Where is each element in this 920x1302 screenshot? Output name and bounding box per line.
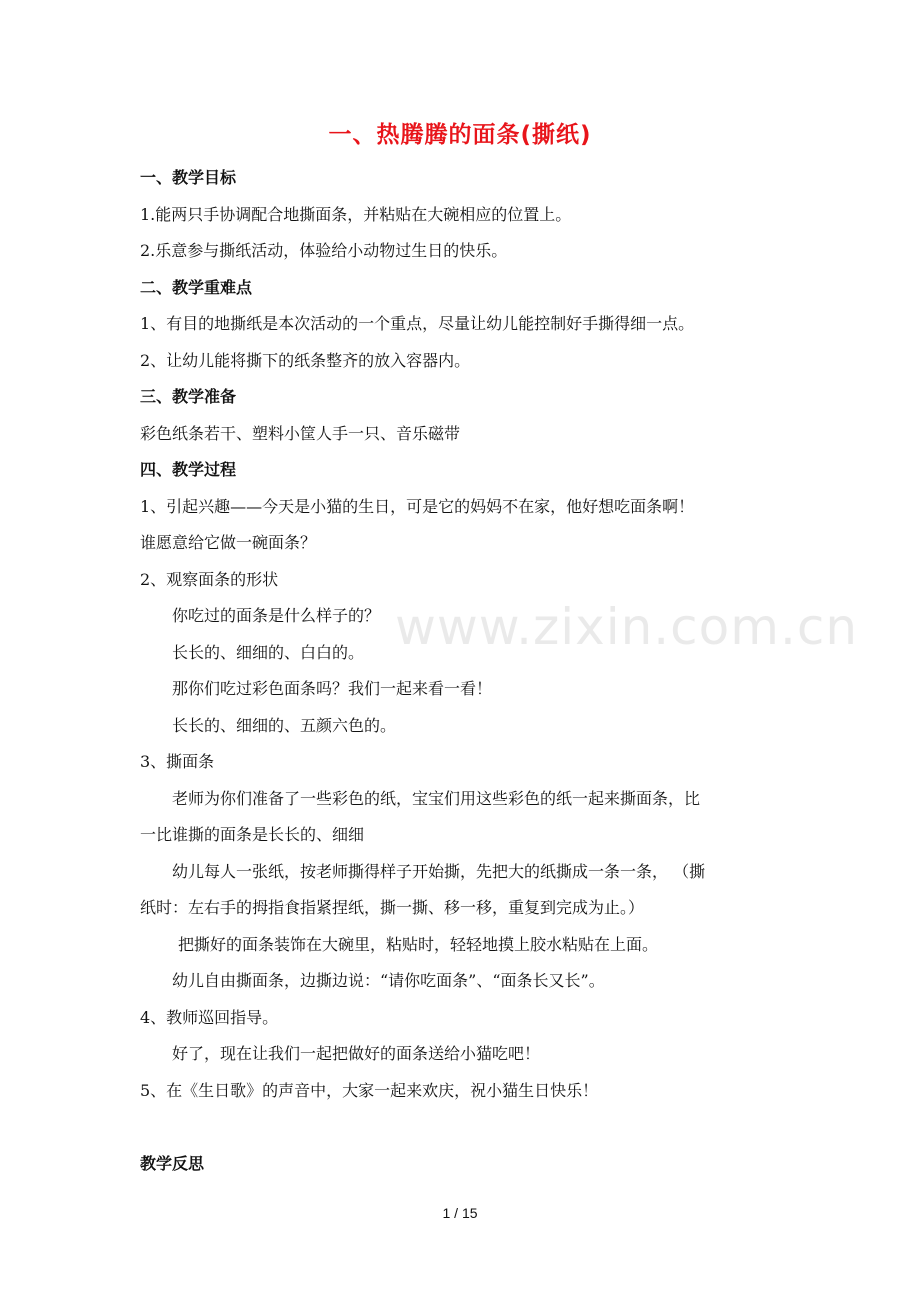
paragraph-line: 3、撕面条: [140, 752, 215, 771]
blank-line: [140, 1109, 790, 1146]
watermark: www.zixin.com.cn: [395, 598, 859, 656]
document-title: 一、热腾腾的面条(撕纸): [328, 122, 592, 148]
paragraph-line: 2、让幼儿能将撕下的纸条整齐的放入容器内。: [140, 350, 471, 370]
paragraph-line: 长长的、细细的、白白的。: [172, 642, 365, 662]
paragraph-line: 1、有目的地撕纸是本次活动的一个重点，尽量让幼儿能控制好手撕得细一点。: [140, 314, 695, 333]
paragraph-line: 那你们吃过彩色面条吗？我们一起来看一看！: [172, 679, 493, 698]
paragraph-line: 4、教师巡回指导。: [140, 1007, 279, 1027]
paragraph-line: 纸时：左右手的拇指食指紧捏纸，撕一撕、移一移，重复到完成为止。）: [140, 898, 645, 917]
section-heading-key-points: 二、教学重难点: [140, 277, 253, 297]
document-body: [140, 160, 790, 1182]
paragraph-line: 5、在《生日歌》的声音中，大家一起来欢庆，祝小猫生日快乐！: [140, 1080, 599, 1100]
paragraph-line: 彩色纸条若干、塑料小筐人手一只、音乐磁带: [140, 423, 461, 443]
section-heading-goals: 一、教学目标: [140, 168, 237, 187]
section-heading-reflection: 教学反思: [140, 1153, 205, 1173]
paragraph-line: 2.乐意参与撕纸活动，体验给小动物过生日的快乐。: [140, 241, 508, 260]
paragraph-line: 2、观察面条的形状: [140, 569, 279, 589]
section-heading-preparation: 三、教学准备: [140, 387, 237, 406]
paragraph-line: 谁愿意给它做一碗面条？: [140, 533, 317, 552]
paragraph-line: 你吃过的面条是什么样子的？: [172, 606, 381, 625]
paragraph-line: 1.能两只手协调配合地撕面条，并粘贴在大碗相应的位置上。: [140, 204, 572, 224]
paragraph-line: 幼儿每人一张纸，按老师撕得样子开始撕，先把大的纸撕成一条一条， （撕: [172, 861, 706, 881]
paragraph-line: 好了，现在让我们一起把做好的面条送给小猫吃吧！: [172, 1044, 541, 1063]
paragraph-line: 1、引起兴趣——今天是小猫的生日，可是它的妈妈不在家，他好想吃面条啊！: [140, 496, 695, 516]
paragraph-line: 幼儿自由撕面条，边撕边说：“请你吃面条”、“面条长又长”。: [172, 971, 605, 990]
page-number: 1 / 15: [442, 1205, 478, 1221]
paragraph-line: 一比谁撕的面条是长长的、细细: [140, 825, 365, 844]
paragraph-line: 把撕好的面条装饰在大碗里，粘贴时，轻轻地摸上胶水粘贴在上面。: [178, 934, 659, 954]
paragraph-line: 老师为你们准备了一些彩色的纸，宝宝们用这些彩色的纸一起来撕面条，比: [172, 788, 701, 808]
section-heading-process: 四、教学过程: [140, 460, 237, 479]
paragraph-line: 长长的、细细的、五颜六色的。: [172, 715, 397, 735]
